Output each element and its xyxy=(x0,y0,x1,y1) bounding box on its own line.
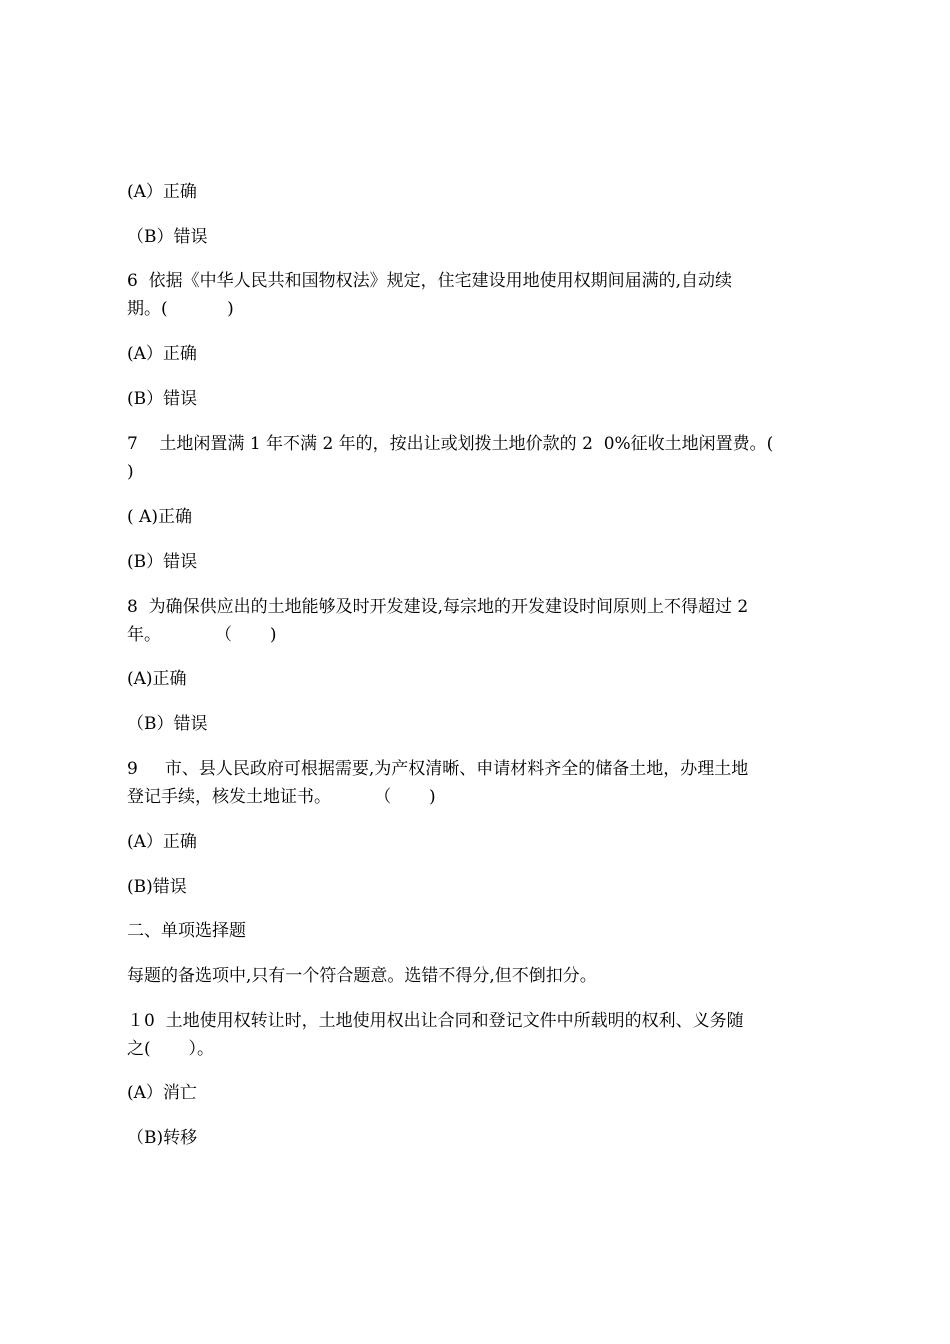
option-a-correct: ( A)正确 xyxy=(127,507,192,527)
question-8-line-1: 8 为确保供应出的土地能够及时开发建设,每宗地的开发建设时间原则上不得超过 2 xyxy=(127,597,749,617)
question-7-line-2: ) xyxy=(127,462,134,482)
option-b-wrong: (B）错误 xyxy=(127,389,198,409)
option-b-wrong: （B）错误 xyxy=(127,227,208,247)
option-b-wrong: (B）错误 xyxy=(127,552,198,572)
question-8-line-2: 年。 （ ) xyxy=(127,625,277,645)
question-10-line-2: 之( ）。 xyxy=(127,1039,214,1059)
option-b-wrong: (B)错误 xyxy=(127,877,187,897)
option-a-correct: (A）正确 xyxy=(127,344,197,364)
question-6-line-1: 6 依据《中华人民共和国物权法》规定，住宅建设用地使用权期间届满的,自动续 xyxy=(127,271,733,291)
option-a-correct: (A)正确 xyxy=(127,669,187,689)
question-6-line-2: 期。( ) xyxy=(127,299,234,319)
option-b-wrong: （B）错误 xyxy=(127,714,208,734)
section-instructions: 每题的备选项中,只有一个符合题意。选错不得分,但不倒扣分。 xyxy=(127,966,597,986)
option-b-transfer: （B)转移 xyxy=(127,1128,198,1148)
option-a-correct: (A）正确 xyxy=(127,182,197,202)
section-heading: 二、单项选择题 xyxy=(127,921,246,941)
question-9-line-2: 登记手续，核发土地证书。 （ ) xyxy=(127,787,436,807)
question-9-line-1: 9 市、县人民政府可根据需要,为产权清晰、申请材料齐全的储备土地，办理土地 xyxy=(127,759,749,779)
option-a-lapse: (A）消亡 xyxy=(127,1083,197,1103)
question-7-line-1: 7 土地闲置满 1 年不满 2 年的，按出让或划拨土地价款的 2 0%征收土地闲置费。( xyxy=(127,434,774,454)
question-10-line-1: １0 土地使用权转让时，土地使用权出让合同和登记文件中所载明的权利、义务随 xyxy=(127,1011,744,1031)
option-a-correct: (A）正确 xyxy=(127,832,197,852)
